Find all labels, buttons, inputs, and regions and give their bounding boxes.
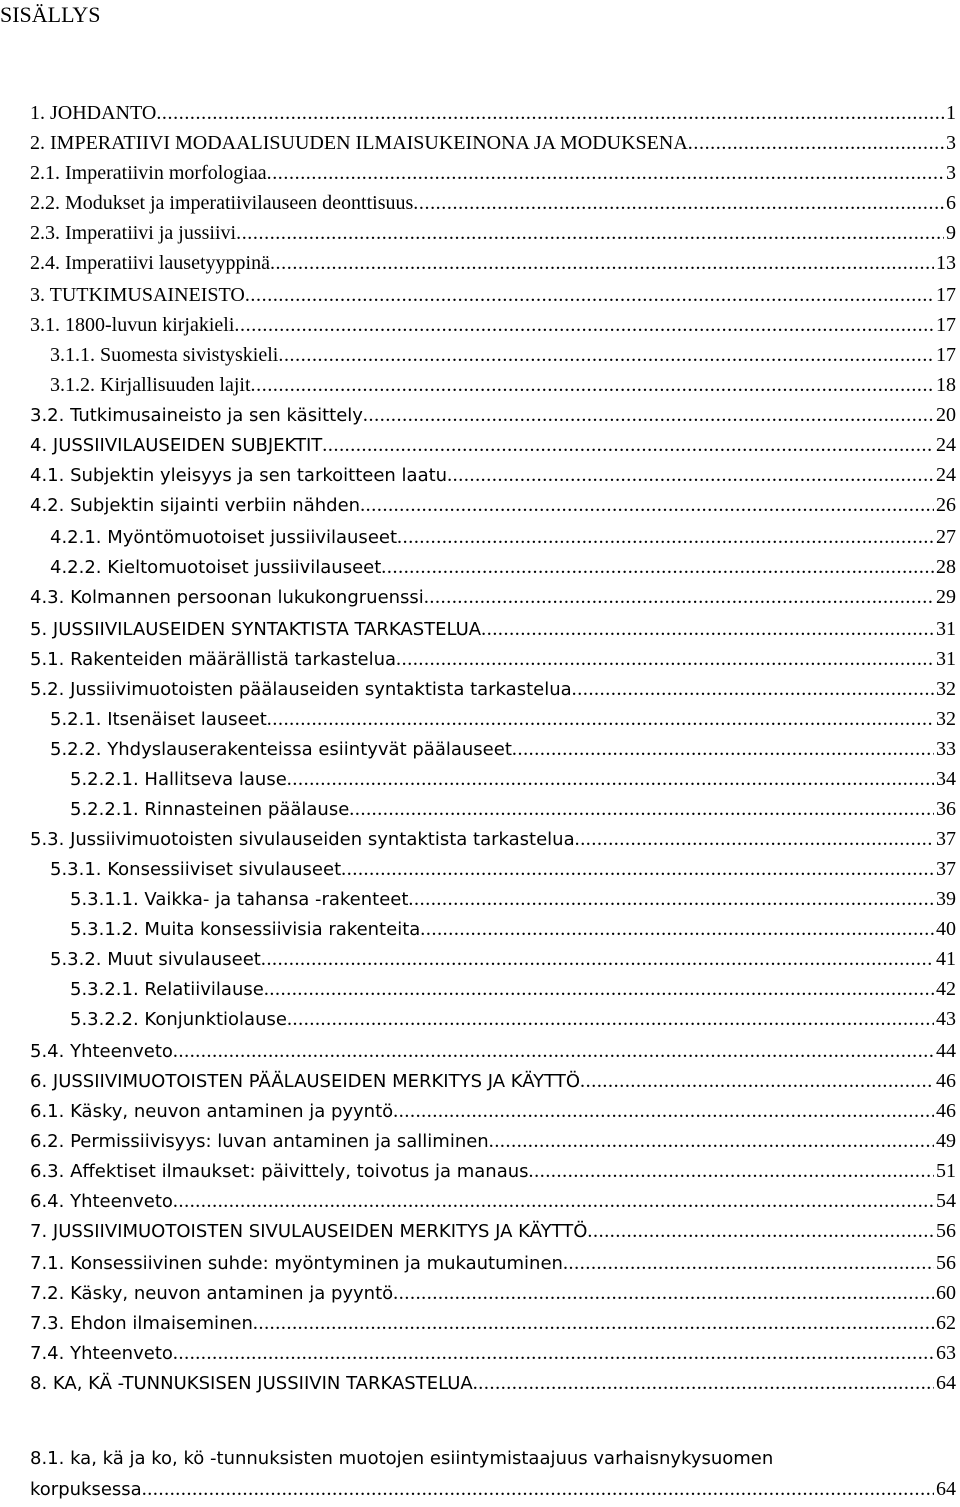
toc-entry[interactable]: [50, 372, 956, 398]
toc-leader-dots: [489, 1128, 934, 1154]
toc-entry-label: 2. IMPERATIIVI MODAALISUUDEN ILMAISUKEINONA JA MODUKSENA: [30, 132, 688, 154]
toc-leader-dots: [278, 342, 934, 368]
toc-entry-page: 37: [936, 858, 956, 880]
toc-leader-dots: [253, 1310, 934, 1336]
toc-entry-label: 6.2. Permissiivisyys: luvan antaminen ja salliminen: [30, 1131, 489, 1152]
toc-entry-page: 20: [936, 404, 956, 426]
toc-entry-label: 5.3.1.1. Vaikka- ja tahansa -rakenteet: [70, 889, 409, 910]
toc-entry-page: 32: [936, 708, 956, 730]
toc-entry[interactable]: [30, 250, 956, 276]
toc-entry-page: 51: [936, 1160, 956, 1182]
toc-leader-dots: [396, 646, 934, 672]
toc-entry[interactable]: [50, 342, 956, 368]
toc-entry-page: 62: [936, 1312, 956, 1334]
toc-entry-label: 2.1. Imperatiivin morfologiaa: [30, 162, 267, 184]
toc-entry[interactable]: [30, 220, 956, 246]
toc-entry-label: 5.2.2.1. Rinnasteinen päälause: [70, 799, 350, 820]
toc-entry-page: 56: [936, 1220, 956, 1242]
toc-leader-dots: [267, 160, 944, 186]
toc-entry-page: 37: [936, 828, 956, 850]
toc-leader-dots: [397, 524, 934, 550]
toc-entry-page: 17: [936, 344, 956, 366]
toc-entry[interactable]: [70, 916, 956, 942]
toc-entry-page: 18: [936, 374, 956, 396]
toc-entry[interactable]: [30, 432, 956, 458]
toc-entry-page: 46: [936, 1100, 956, 1122]
toc-leader-dots: [393, 1280, 934, 1306]
toc-leader-dots: [563, 1250, 934, 1276]
toc-entry-label[interactable]: 8.1. ka, kä ja ko, kö -tunnuksisten muotojen esiintymistaajuus varhaisnykysuomen: [30, 1448, 774, 1469]
toc-entry[interactable]: [30, 160, 956, 186]
toc-entry-page: 60: [936, 1282, 956, 1304]
toc-leader-dots: [575, 826, 934, 852]
toc-entry-label: 5.1. Rakenteiden määrällistä tarkastelua: [30, 649, 397, 670]
toc-leader-dots: [264, 976, 934, 1002]
toc-leader-dots: [156, 100, 944, 126]
toc-entry-page: 49: [936, 1130, 956, 1152]
toc-leader-dots: [251, 372, 934, 398]
toc-entry[interactable]: [50, 736, 956, 762]
toc-entry[interactable]: [30, 100, 956, 126]
toc-entry-label: 5.2.2. Yhdyslauserakenteissa esiintyvät päälauseet: [50, 739, 512, 760]
toc-leader-dots: [580, 1068, 934, 1094]
toc-entry-label: 3.2. Tutkimusaineisto ja sen käsittely: [30, 405, 363, 426]
toc-leader-dots: [287, 1006, 934, 1032]
toc-entry-label: 5.2. Jussiivimuotoisten päälauseiden syntaktista tarkastelua: [30, 679, 572, 700]
toc-entry-page: 28: [936, 556, 956, 578]
toc-entry[interactable]: [70, 976, 956, 1002]
toc-entry-page: 1: [946, 102, 956, 124]
toc-entry-page: 24: [936, 464, 956, 486]
toc-entry-label: 7.4. Yhteenveto: [30, 1343, 173, 1364]
toc-entry-label: 7. JUSSIIVIMUOTOISTEN SIVULAUSEIDEN MERKITYS JA KÄYTTÖ: [30, 1221, 588, 1242]
toc-entry-page: 33: [936, 738, 956, 760]
toc-entry-label: 4.2.2. Kieltomuotoiset jussiivilauseet: [50, 557, 382, 578]
toc-entry-label: 5.3.1. Konsessiiviset sivulauseet: [50, 859, 342, 880]
toc-entry-label: 6.1. Käsky, neuvon antaminen ja pyyntö: [30, 1101, 394, 1122]
toc-entry-label: 3.1.1. Suomesta sivistyskieli: [50, 344, 279, 366]
toc-entry-page: 46: [936, 1070, 956, 1092]
toc-entry-label: 5.3.2.2. Konjunktiolause: [70, 1009, 287, 1030]
toc-entry-label: 7.2. Käsky, neuvon antaminen ja pyyntö: [30, 1283, 394, 1304]
toc-entry[interactable]: [50, 524, 956, 550]
toc-entry-label: 4. JUSSIIVILAUSEIDEN SUBJEKTIT: [30, 435, 323, 456]
toc-entry-page: 3: [946, 132, 956, 154]
toc-entry-label: 4.2.1. Myöntömuotoiset jussiivilauseet: [50, 527, 398, 548]
toc-leader-dots: [529, 1158, 934, 1184]
toc-entry-label: 3. TUTKIMUSAINEISTO: [30, 284, 245, 306]
toc-entry-label: 4.1. Subjektin yleisyys ja sen tarkoitteen laatu: [30, 465, 448, 486]
toc-entry-page: 54: [936, 1190, 956, 1212]
toc-entry-page: 40: [936, 918, 956, 940]
toc-entry-label: 5.2.2.1. Hallitseva lause: [70, 769, 287, 790]
toc-entry-label: 5.3. Jussiivimuotoisten sivulauseiden syntaktista tarkastelua: [30, 829, 575, 850]
toc-entry[interactable]: [70, 796, 956, 822]
toc-leader-dots: [473, 1370, 934, 1396]
toc-leader-dots: [481, 616, 934, 642]
toc-entry-page: 31: [936, 618, 956, 640]
toc-entry-page: 34: [936, 768, 956, 790]
toc-leader-dots: [261, 946, 934, 972]
toc-entry[interactable]: [50, 856, 956, 882]
toc-entry-label: 6. JUSSIIVIMUOTOISTEN PÄÄLAUSEIDEN MERKITYS JA KÄYTTÖ: [30, 1071, 581, 1092]
toc-entry[interactable]: [30, 1218, 956, 1244]
toc-leader-dots: [688, 130, 944, 156]
toc-entry-page: 42: [936, 978, 956, 1000]
toc-entry[interactable]: [50, 706, 956, 732]
toc-entry[interactable]: [50, 946, 956, 972]
toc-leader-dots: [413, 190, 944, 216]
toc-entry-page: 31: [936, 648, 956, 670]
toc-entry[interactable]: [30, 1250, 956, 1276]
toc-entry-label: 6.4. Yhteenveto: [30, 1191, 173, 1212]
toc-entry-label: 1. JOHDANTO: [30, 102, 157, 124]
toc-leader-dots: [363, 402, 934, 428]
toc-leader-dots: [236, 220, 944, 246]
toc-entry[interactable]: [30, 130, 956, 156]
toc-entry-page: 39: [936, 888, 956, 910]
toc-entry[interactable]: [30, 1310, 956, 1336]
toc-entry[interactable]: [30, 282, 956, 308]
toc-entry-page: 64: [936, 1478, 956, 1500]
toc-entry-label: 2.4. Imperatiivi lausetyyppinä: [30, 252, 270, 274]
toc-leader-dots: [420, 916, 934, 942]
toc-entry-page: 41: [936, 948, 956, 970]
toc-entry-page: 24: [936, 434, 956, 456]
toc-entry-page: 9: [946, 222, 956, 244]
toc-entry[interactable]: [30, 826, 956, 852]
toc-entry-label: 4.2. Subjektin sijainti verbiin nähden: [30, 495, 361, 516]
toc-entry[interactable]: [70, 886, 956, 912]
toc-leader-dots: [408, 886, 934, 912]
toc-entry-page: 17: [936, 314, 956, 336]
toc-entry-page: 6: [946, 192, 956, 214]
toc-entry[interactable]: [30, 1476, 956, 1502]
toc-entry-label: korpuksessa: [30, 1479, 142, 1500]
toc-leader-dots: [173, 1038, 934, 1064]
toc-entry-label: 5.3.1.2. Muita konsessiivisia rakenteita: [70, 919, 421, 940]
toc-entry[interactable]: [30, 1038, 956, 1064]
toc-leader-dots: [173, 1340, 934, 1366]
toc-leader-dots: [587, 1218, 934, 1244]
toc-entry[interactable]: [30, 1188, 956, 1214]
toc-entry-label: 8. KA, KÄ -TUNNUKSISEN JUSSIIVIN TARKASTELUA: [30, 1373, 473, 1394]
toc-entry-page: 43: [936, 1008, 956, 1030]
toc-entry-label: 3.1. 1800-luvun kirjakieli: [30, 314, 235, 336]
toc-leader-dots: [447, 462, 934, 488]
toc-leader-dots: [424, 584, 934, 610]
toc-entry[interactable]: [30, 312, 956, 338]
toc-entry-label: 5. JUSSIIVILAUSEIDEN SYNTAKTISTA TARKASTELUA: [30, 619, 482, 640]
toc-entry-page: 13: [936, 252, 956, 274]
toc-entry[interactable]: [30, 1068, 956, 1094]
toc-entry[interactable]: [30, 492, 956, 518]
toc-entry[interactable]: [30, 1158, 956, 1184]
toc-leader-dots: [142, 1476, 934, 1502]
toc-entry-page: 32: [936, 678, 956, 700]
toc-entry[interactable]: [30, 190, 956, 216]
toc-leader-dots: [287, 766, 934, 792]
toc-entry-label: 7.3. Ehdon ilmaiseminen: [30, 1313, 253, 1334]
toc-entry[interactable]: [30, 646, 956, 672]
toc-entry[interactable]: [30, 584, 956, 610]
toc-entry-page: 63: [936, 1342, 956, 1364]
toc-entry-label: 7.1. Konsessiivinen suhde: myöntyminen ja mukautuminen: [30, 1253, 563, 1274]
toc-entry[interactable]: [30, 1340, 956, 1366]
toc-entry-page: 64: [936, 1372, 956, 1394]
toc-leader-dots: [234, 312, 934, 338]
toc-leader-dots: [173, 1188, 934, 1214]
toc-entry[interactable]: [30, 1128, 956, 1154]
toc-entry[interactable]: [30, 1098, 956, 1124]
toc-leader-dots: [349, 796, 934, 822]
toc-leader-dots: [267, 706, 934, 732]
toc-leader-dots: [270, 250, 934, 276]
toc-leader-dots: [245, 282, 934, 308]
toc-leader-dots: [381, 554, 934, 580]
toc-leader-dots: [572, 676, 934, 702]
toc-entry-label: 5.4. Yhteenveto: [30, 1041, 173, 1062]
toc-entry-label: 5.3.2. Muut sivulauseet: [50, 949, 261, 970]
toc-entry-page: 17: [936, 284, 956, 306]
toc-leader-dots: [322, 432, 934, 458]
toc-entry-page: 3: [946, 162, 956, 184]
toc-entry[interactable]: [70, 1006, 956, 1032]
toc-entry-label: 5.3.2.1. Relatiivilause: [70, 979, 264, 1000]
page-title: SISÄLLYS: [0, 2, 101, 27]
toc-entry-page: 44: [936, 1040, 956, 1062]
toc-leader-dots: [341, 856, 934, 882]
toc-entry-label: 3.1.2. Kirjallisuuden lajit: [50, 374, 251, 396]
toc-entry[interactable]: [50, 554, 956, 580]
toc-leader-dots: [393, 1098, 934, 1124]
toc-entry[interactable]: [30, 402, 956, 428]
toc-entry[interactable]: [30, 1370, 956, 1396]
toc-entry[interactable]: [70, 766, 956, 792]
toc-entry-label: 5.2.1. Itsenäiset lauseet: [50, 709, 267, 730]
toc-entry-label: 2.2. Modukset ja imperatiivilauseen deonttisuus: [30, 192, 414, 214]
toc-entry-page: 29: [936, 586, 956, 608]
toc-entry-label: 2.3. Imperatiivi ja jussiivi: [30, 222, 237, 244]
toc-entry-page: 26: [936, 494, 956, 516]
toc-leader-dots: [360, 492, 934, 518]
toc-entry[interactable]: [30, 1280, 956, 1306]
toc-entry-label: 4.3. Kolmannen persoonan lukukongruenssi: [30, 587, 424, 608]
toc-entry[interactable]: [30, 676, 956, 702]
toc-leader-dots: [512, 736, 934, 762]
toc-entry-page: 36: [936, 798, 956, 820]
toc-entry-page: 56: [936, 1252, 956, 1274]
toc-entry[interactable]: [30, 462, 956, 488]
toc-entry-label: 6.3. Affektiset ilmaukset: päivittely, toivotus ja manaus: [30, 1161, 529, 1182]
toc-entry-page: 27: [936, 526, 956, 548]
toc-entry[interactable]: [30, 616, 956, 642]
